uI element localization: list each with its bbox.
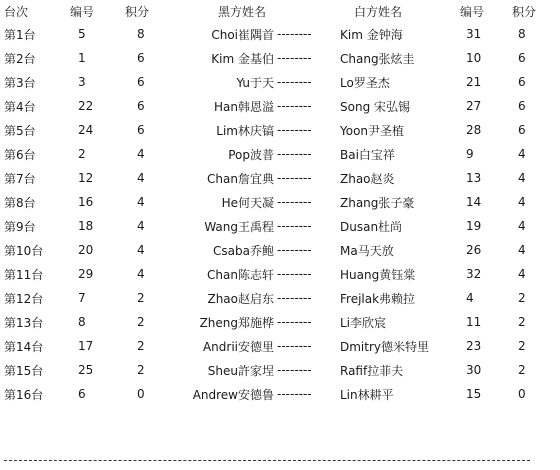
pairing-separator: -------- <box>277 267 312 281</box>
black-player-name: Andrii安德里 <box>202 339 274 354</box>
black-player-number: 17 <box>78 339 94 353</box>
black-player-points: 4 <box>137 195 145 209</box>
table-row <box>0 238 560 262</box>
pairing-separator: -------- <box>277 195 312 209</box>
header-black-number: 编号 <box>70 4 95 19</box>
white-player-name: Rafif拉菲夫 <box>340 363 404 378</box>
table-number: 第14台 <box>4 339 44 354</box>
table-number: 第2台 <box>4 51 36 66</box>
white-player-number: 21 <box>466 75 482 89</box>
white-player-points: 6 <box>518 99 526 113</box>
white-player-name: Huang黄钰棠 <box>340 267 416 282</box>
table-number: 第10台 <box>4 243 44 258</box>
white-player-name: Yoon尹圣植 <box>340 123 405 138</box>
black-player-number: 8 <box>78 315 86 329</box>
footer-divider <box>4 460 530 461</box>
white-player-number: 14 <box>466 195 482 209</box>
black-player-name: Kim 金基伯 <box>211 51 274 66</box>
pairing-separator: -------- <box>277 243 312 257</box>
white-player-number: 27 <box>466 99 482 113</box>
white-player-name: Song 宋弘锡 <box>340 99 410 114</box>
table-number: 第8台 <box>4 195 36 210</box>
black-player-number: 20 <box>78 243 94 257</box>
header-black-points: 积分 <box>125 4 150 19</box>
black-player-name: Choi崔隅首 <box>211 27 274 42</box>
table-number: 第15台 <box>4 363 44 378</box>
white-player-name: Bai白宝祥 <box>340 147 395 162</box>
white-player-name: Zhao赵炎 <box>340 171 395 186</box>
pairing-separator: -------- <box>277 51 312 65</box>
black-player-name: Zhao赵启东 <box>207 291 274 306</box>
pairing-separator: -------- <box>277 75 312 89</box>
black-player-number: 29 <box>78 267 94 281</box>
white-player-number: 26 <box>466 243 482 257</box>
header-table: 台次 <box>4 4 29 19</box>
table-number: 第12台 <box>4 291 44 306</box>
black-player-name: He何天凝 <box>221 195 274 210</box>
pairing-separator: -------- <box>277 315 312 329</box>
pairing-separator: -------- <box>277 387 312 401</box>
white-player-name: Zhang张子豪 <box>340 195 415 210</box>
black-player-name: Han韩恩溢 <box>214 99 274 114</box>
black-player-number: 3 <box>78 75 86 89</box>
white-player-points: 4 <box>518 267 526 281</box>
table-row <box>0 286 560 310</box>
pairing-separator: -------- <box>277 339 312 353</box>
white-player-number: 30 <box>466 363 482 377</box>
header-white-name: 白方姓名 <box>354 4 403 19</box>
white-player-points: 4 <box>518 195 526 209</box>
black-player-number: 16 <box>78 195 94 209</box>
white-player-number: 13 <box>466 171 482 185</box>
pairing-rows <box>0 22 560 406</box>
white-player-number: 32 <box>466 267 482 281</box>
table-number: 第5台 <box>4 123 36 138</box>
table-number: 第16台 <box>4 387 44 402</box>
white-player-points: 6 <box>518 51 526 65</box>
black-player-points: 0 <box>137 387 145 401</box>
black-player-points: 4 <box>137 219 145 233</box>
pairing-separator: -------- <box>277 363 312 377</box>
black-player-number: 25 <box>78 363 94 377</box>
table-row <box>0 46 560 70</box>
table-row <box>0 334 560 358</box>
white-player-number: 28 <box>466 123 482 137</box>
header-row <box>0 0 560 22</box>
black-player-points: 6 <box>137 123 145 137</box>
black-player-name: Wang王禹程 <box>204 219 274 234</box>
pairing-separator: -------- <box>277 99 312 113</box>
black-player-number: 12 <box>78 171 94 185</box>
table-row <box>0 118 560 142</box>
black-player-number: 18 <box>78 219 94 233</box>
pairing-separator: -------- <box>277 27 312 41</box>
pairing-separator: -------- <box>277 147 312 161</box>
table-row <box>0 142 560 166</box>
black-player-points: 2 <box>137 339 145 353</box>
white-player-number: 15 <box>466 387 482 401</box>
white-player-name: Li李欣宸 <box>340 315 387 330</box>
table-number: 第7台 <box>4 171 36 186</box>
white-player-number: 31 <box>466 27 482 41</box>
pairing-separator: -------- <box>277 171 312 185</box>
white-player-number: 19 <box>466 219 482 233</box>
black-player-name: Chan陈志轩 <box>207 267 274 282</box>
white-player-points: 2 <box>518 363 526 377</box>
table-number: 第4台 <box>4 99 36 114</box>
black-player-points: 4 <box>137 147 145 161</box>
header-black-name: 黑方姓名 <box>217 4 266 19</box>
white-player-points: 4 <box>518 147 526 161</box>
header-white-number: 编号 <box>460 4 485 19</box>
table-row <box>0 262 560 286</box>
black-player-points: 6 <box>137 99 145 113</box>
table-row <box>0 358 560 382</box>
black-player-points: 4 <box>137 171 145 185</box>
table-row <box>0 310 560 334</box>
white-player-points: 4 <box>518 219 526 233</box>
black-player-points: 6 <box>137 51 145 65</box>
table-row <box>0 190 560 214</box>
black-player-name: Chan詹宜典 <box>207 171 274 186</box>
pairing-separator: -------- <box>277 291 312 305</box>
table-number: 第1台 <box>4 27 36 42</box>
black-player-number: 22 <box>78 99 94 113</box>
table-row <box>0 94 560 118</box>
table-row <box>0 22 560 46</box>
table-row <box>0 166 560 190</box>
table-row <box>0 70 560 94</box>
pairing-separator: -------- <box>277 123 312 137</box>
white-player-points: 6 <box>518 75 526 89</box>
table-number: 第9台 <box>4 219 36 234</box>
header-white-points: 积分 <box>512 4 537 19</box>
table-row <box>0 214 560 238</box>
table-row <box>0 382 560 406</box>
white-player-name: Kim 金钟海 <box>340 27 403 42</box>
black-player-points: 4 <box>137 243 145 257</box>
white-player-name: Dusan杜尚 <box>340 219 403 234</box>
black-player-number: 24 <box>78 123 94 137</box>
white-player-points: 4 <box>518 171 526 185</box>
white-player-points: 2 <box>518 291 526 305</box>
white-player-name: Lo罗圣杰 <box>340 75 390 90</box>
white-player-number: 9 <box>466 147 474 161</box>
black-player-points: 8 <box>137 27 145 41</box>
white-player-points: 8 <box>518 27 526 41</box>
black-player-number: 7 <box>78 291 86 305</box>
black-player-points: 2 <box>137 363 145 377</box>
white-player-points: 2 <box>518 339 526 353</box>
white-player-points: 6 <box>518 123 526 137</box>
table-number: 第13台 <box>4 315 44 330</box>
black-player-number: 6 <box>78 387 86 401</box>
white-player-points: 4 <box>518 243 526 257</box>
white-player-name: Dmitry德米特里 <box>340 339 430 354</box>
white-player-number: 10 <box>466 51 482 65</box>
black-player-name: Sheu許家埕 <box>207 363 274 378</box>
white-player-name: Frejlak弗赖拉 <box>340 291 416 306</box>
white-player-name: Ma马天放 <box>340 243 394 258</box>
white-player-points: 2 <box>518 315 526 329</box>
black-player-number: 2 <box>78 147 86 161</box>
black-player-name: Lim林庆镐 <box>216 123 274 138</box>
black-player-name: Pop波普 <box>228 147 274 162</box>
black-player-points: 2 <box>137 291 145 305</box>
white-player-name: Chang张炫圭 <box>340 51 415 66</box>
table-number: 第3台 <box>4 75 36 90</box>
white-player-points: 0 <box>518 387 526 401</box>
black-player-number: 1 <box>78 51 86 65</box>
black-player-number: 5 <box>78 27 86 41</box>
pairing-separator: -------- <box>277 219 312 233</box>
table-number: 第6台 <box>4 147 36 162</box>
white-player-number: 4 <box>466 291 474 305</box>
black-player-points: 6 <box>137 75 145 89</box>
black-player-points: 2 <box>137 315 145 329</box>
black-player-name: Yu于天 <box>236 75 274 90</box>
black-player-name: Zheng郑施桦 <box>199 315 274 330</box>
white-player-number: 23 <box>466 339 482 353</box>
black-player-name: Andrew安德鲁 <box>192 387 274 402</box>
black-player-points: 4 <box>137 267 145 281</box>
white-player-name: Lin林耕平 <box>340 387 394 402</box>
table-number: 第11台 <box>4 267 44 282</box>
black-player-name: Csaba乔鲍 <box>213 243 274 258</box>
white-player-number: 11 <box>466 315 482 329</box>
